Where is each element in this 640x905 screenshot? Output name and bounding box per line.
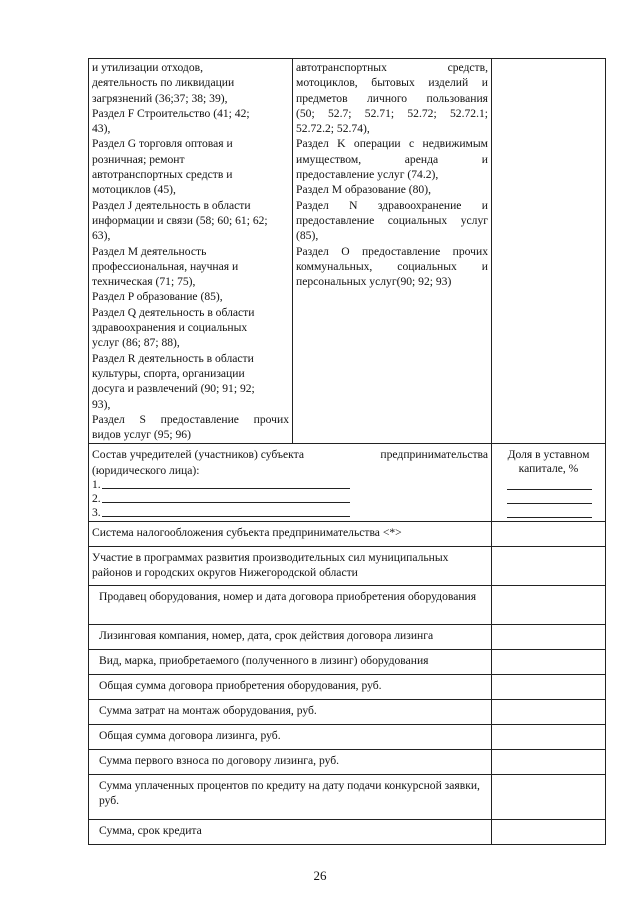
text-line: (85), <box>296 229 319 243</box>
founder-entry <box>92 478 488 492</box>
text-line: профессиональная, научная и <box>92 259 239 273</box>
text-line: Раздел J деятельность в области <box>92 198 251 212</box>
text-line: 93), <box>92 397 111 411</box>
total-purchase-value <box>492 675 606 700</box>
text-line: техническая (71; 75), <box>92 275 196 289</box>
text-line: 43), <box>92 122 111 136</box>
interest-paid-label: Сумма уплаченных процентов по кредиту на дату подачи конкурсной заявки, руб. <box>89 775 492 820</box>
text-line: услуг (86; 87; 88), <box>92 336 180 350</box>
text-line: предоставление услуг (74.2), <box>296 168 439 182</box>
text-line: коммунальных, социальных и <box>296 259 488 273</box>
text-line: Раздел O предоставление прочих <box>296 244 488 258</box>
credit-row <box>89 820 606 845</box>
text-line: (50; 52.7; 52.71; 52.72; 52.72.1; <box>296 106 488 120</box>
tax-system-row <box>89 522 606 547</box>
founder-entry <box>92 492 488 506</box>
activity-sections-middle-cell <box>293 59 492 444</box>
text-line: Раздел K операции с недвижимым <box>296 137 488 151</box>
interest-paid-row <box>89 775 606 820</box>
founder-entry-line <box>102 488 350 489</box>
total-leasing-row <box>89 725 606 750</box>
total-purchase-label: Общая сумма договора приобретения оборудования, руб. <box>89 675 492 700</box>
text-line: Раздел N здравоохранение и <box>296 198 488 212</box>
text-line: видов услуг (95; 96) <box>92 428 191 442</box>
leasing-company-label: Лизинговая компания, номер, дата, срок действия договора лизинга <box>89 625 492 650</box>
first-payment-value <box>492 750 606 775</box>
total-leasing-value <box>492 725 606 750</box>
founder-entry <box>92 506 488 520</box>
programs-row <box>89 547 606 586</box>
founder-entry-line <box>102 502 350 503</box>
share-entry-line <box>507 490 592 504</box>
text-line: розничная; ремонт <box>92 152 185 166</box>
first-payment-row <box>89 750 606 775</box>
text-line: 63), <box>92 229 111 243</box>
application-form-table <box>88 58 606 845</box>
share-header: Доля в уставном капитале, % <box>507 448 590 476</box>
founder-entry-number: 2. <box>92 491 101 505</box>
text-line: автотранспортных средств, <box>296 61 488 74</box>
text-line: мотоциклов (45), <box>92 183 176 197</box>
text-line: загрязнений (36;37; 38; 39), <box>92 91 228 105</box>
share-cell <box>492 444 606 522</box>
activity-sections-right-cell <box>492 59 606 444</box>
text-line: Раздел Q деятельность в области <box>92 305 255 319</box>
programs-value <box>492 547 606 586</box>
seller-label: Продавец оборудования, номер и дата договора приобретения оборудования <box>89 586 492 625</box>
activity-sections-row <box>89 59 606 444</box>
text-line: персональных услуг(90; 92; 93) <box>296 275 452 289</box>
activity-sections-left-cell <box>89 59 293 444</box>
seller-row <box>89 586 606 625</box>
credit-label: Сумма, срок кредита <box>89 820 492 845</box>
text-line: автотранспортных средств и <box>92 168 233 182</box>
equipment-type-row <box>89 650 606 675</box>
founder-entry-number: 1. <box>92 477 101 491</box>
founders-label-part2: предпринимательства <box>380 448 488 462</box>
text-line: мотоциклов, бытовых изделий и <box>296 76 488 90</box>
founders-row <box>89 444 606 522</box>
text-line: Раздел R деятельность в области <box>92 351 254 365</box>
founder-entry-number: 3. <box>92 505 101 519</box>
text-line: 52.72.2; 52.74), <box>296 122 370 136</box>
installation-costs-label: Сумма затрат на монтаж оборудования, руб. <box>89 700 492 725</box>
text-line: досуга и развлечений (90; 91; 92; <box>92 382 255 396</box>
founders-cell <box>89 444 492 522</box>
leasing-company-row <box>89 625 606 650</box>
text-line: Раздел P образование (85), <box>92 290 223 304</box>
text-line: и утилизации отходов, <box>92 61 203 74</box>
text-line: культуры, спорта, организации <box>92 366 245 380</box>
share-entry-line <box>507 476 592 490</box>
seller-value <box>492 586 606 625</box>
founders-label-line2: (юридического лица): <box>92 463 200 477</box>
tax-system-label: Система налогообложения субъекта предпринимательства <*> <box>89 522 492 547</box>
total-purchase-row <box>89 675 606 700</box>
text-line: Раздел S предоставление прочих <box>92 412 289 426</box>
installation-costs-value <box>492 700 606 725</box>
tax-system-value <box>492 522 606 547</box>
first-payment-label: Сумма первого взноса по договору лизинга, руб. <box>89 750 492 775</box>
text-line: предоставление социальных услуг <box>296 213 488 227</box>
founders-label <box>92 447 488 462</box>
interest-paid-value <box>492 775 606 820</box>
text-line: предметов личного пользования <box>296 91 488 105</box>
text-line: здравоохранения и социальных <box>92 321 248 335</box>
text-line: имуществом, аренда и <box>296 152 488 166</box>
text-line: Раздел G торговля оптовая и <box>92 137 233 151</box>
equipment-type-label: Вид, марка, приобретаемого (полученного в лизинг) оборудования <box>89 650 492 675</box>
founders-label-part1: Состав учредителей (участников) субъекта <box>92 448 305 462</box>
text-line: Раздел F Строительство (41; 42; <box>92 106 250 120</box>
total-leasing-label: Общая сумма договора лизинга, руб. <box>89 725 492 750</box>
founder-entry-line <box>102 516 350 517</box>
credit-value <box>492 820 606 845</box>
installation-costs-row <box>89 700 606 725</box>
page-number: 26 <box>313 868 327 883</box>
text-line: Раздел M деятельность <box>92 244 207 258</box>
leasing-company-value <box>492 625 606 650</box>
text-line: деятельность по ликвидации <box>92 76 235 90</box>
share-entry-line <box>507 504 592 518</box>
equipment-type-value <box>492 650 606 675</box>
text-line: Раздел M образование (80), <box>296 183 431 197</box>
programs-label: Участие в программах развития производительных сил муниципальных районов и городских округов Нижегородской области <box>89 547 492 586</box>
text-line: информации и связи (58; 60; 61; 62; <box>92 213 268 227</box>
